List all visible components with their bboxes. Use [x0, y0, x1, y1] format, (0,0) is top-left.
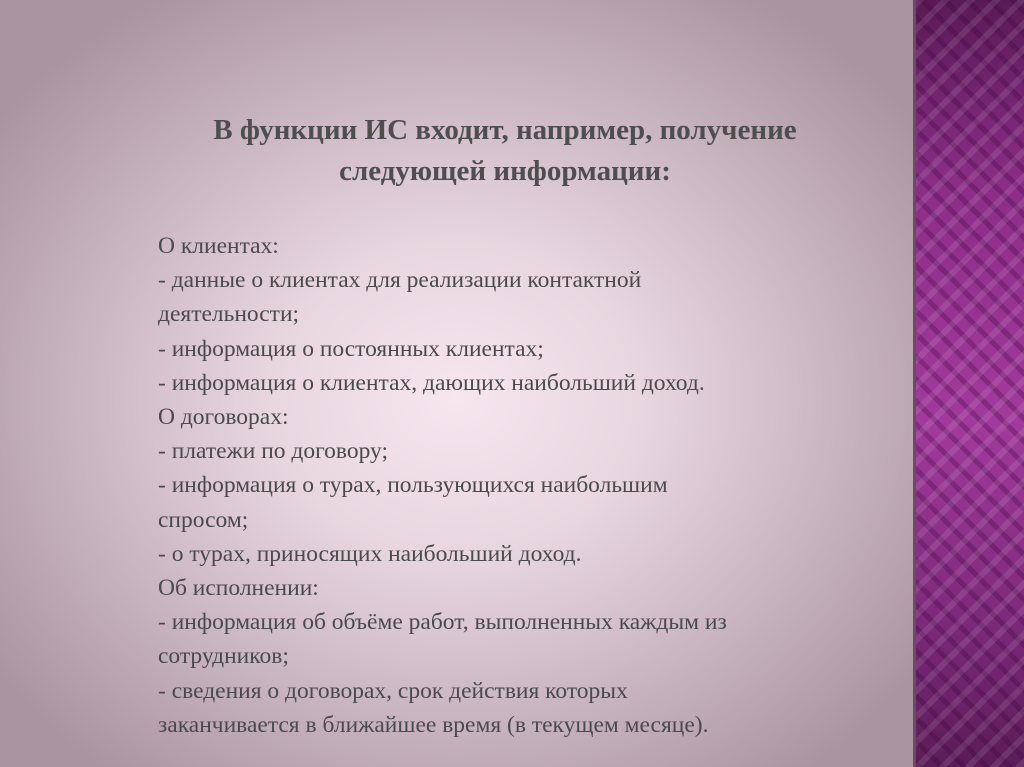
slide-title — [150, 110, 860, 192]
slide-title-line-1: В функции ИС входит, например, получение — [213, 114, 797, 146]
body-line: заканчивается в ближайшее время (в текущем месяце). — [158, 711, 709, 738]
body-line: - о турах, приносящих наибольший доход. — [158, 540, 582, 567]
section-heading-clients: О клиентах: — [158, 233, 279, 259]
section-heading-execution: Об исполнении: — [158, 575, 319, 602]
body-line: спросом; — [158, 506, 249, 533]
body-line: деятельности; — [158, 301, 300, 328]
body-line: - данные о клиентах для реализации контактной — [158, 267, 642, 294]
body-line: - платежи по договору; — [158, 438, 389, 465]
decorative-side-band — [916, 0, 1024, 767]
slide-body — [158, 229, 878, 742]
section-heading-contracts: О договорах: — [158, 404, 289, 431]
body-line: - сведения о договорах, срок действия которых — [158, 677, 628, 704]
body-line: - информация о постоянных клиентах; — [158, 335, 544, 362]
body-line: сотрудников; — [158, 643, 289, 670]
body-line: - информация об объёме работ, выполненных каждым из — [158, 609, 727, 636]
body-line: - информация о клиентах, дающих наибольший доход. — [158, 369, 705, 396]
body-line: - информация о турах, пользующихся наибольшим — [158, 472, 668, 499]
slide-title-line-2: следующей информации: — [339, 155, 671, 187]
